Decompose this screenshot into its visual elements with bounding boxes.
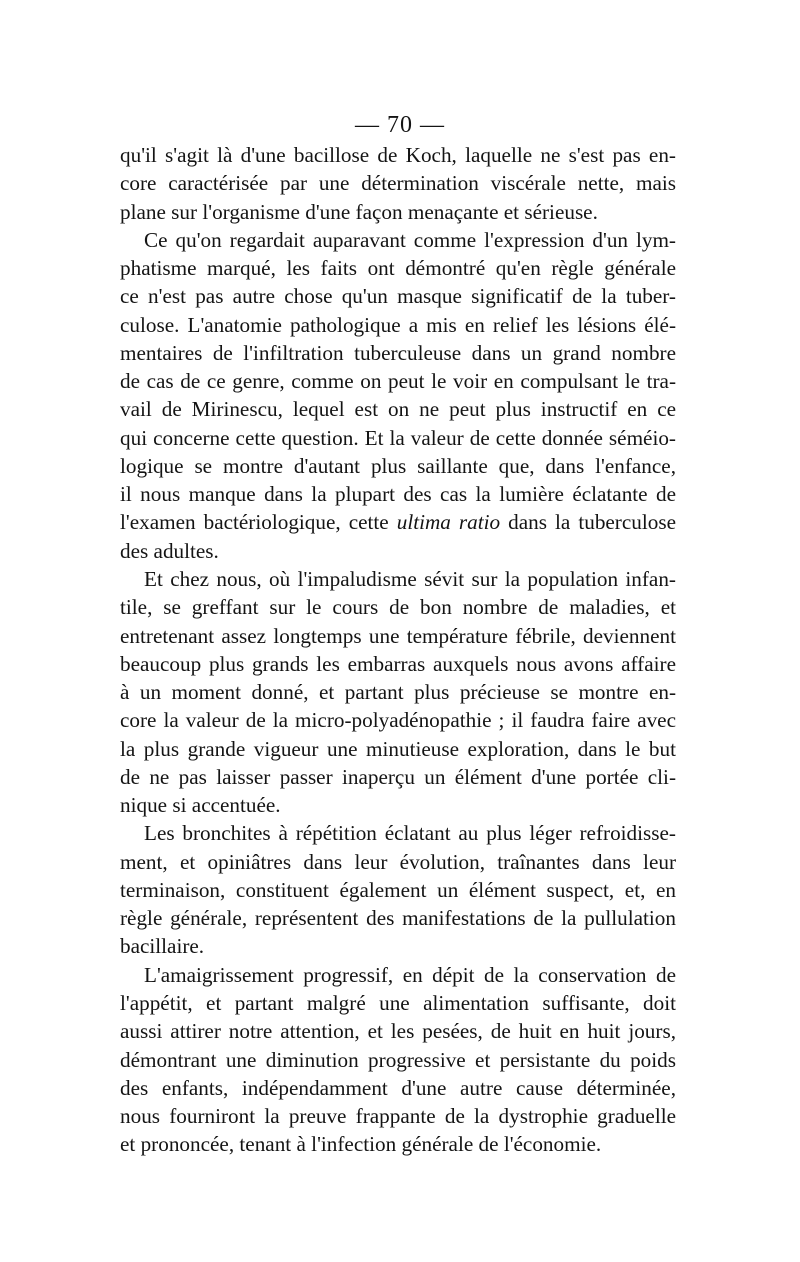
text-line: et prononcée, tenant à l'infection générale de l'économie. xyxy=(120,1132,602,1157)
page-number: — 70 — xyxy=(355,112,445,138)
body-text xyxy=(120,141,676,1159)
text-line: règle générale, représentent des manifestations de la pullulation xyxy=(120,906,676,931)
text-line: tile, se greffant sur le cours de bon nombre de maladies, et xyxy=(120,595,676,620)
text-line: core la valeur de la micro-polyadénopathie ; il faudra faire avec xyxy=(120,708,676,733)
text-line: démontrant une diminution progressive et persistante du poids xyxy=(120,1047,676,1072)
text-line: Et chez nous, où l'impaludisme sévit sur la population infan- xyxy=(144,566,676,591)
text-line: vail de Mirinescu, lequel est on ne peut plus instructif en ce xyxy=(120,397,676,422)
text-line: à un moment donné, et partant plus précieuse se montre en- xyxy=(120,680,676,705)
text-line: de ne pas laisser passer inaperçu un élément d'une portée cli- xyxy=(120,764,676,789)
text-line: core caractérisée par une détermination viscérale nette, mais xyxy=(120,171,676,196)
text-line: la plus grande vigueur une minutieuse exploration, dans le but xyxy=(120,736,676,761)
text-line: l'appétit, et partant malgré une alimentation suffisante, doit xyxy=(120,990,676,1015)
paragraph xyxy=(120,819,676,960)
text-line: logique se montre d'autant plus saillante que, dans l'enfance, xyxy=(120,453,676,478)
text-line: Les bronchites à répétition éclatant au plus léger refroidisse- xyxy=(144,821,676,846)
text-line: beaucoup plus grands les embarras auxquels nous avons affaire xyxy=(120,651,676,676)
text-line: qu'il s'agit là d'une bacillose de Koch, laquelle ne s'est pas en- xyxy=(120,143,676,167)
italic-phrase: ultima ratio xyxy=(396,510,501,535)
text-line: Ce qu'on regardait auparavant comme l'expression d'un lym- xyxy=(144,227,676,252)
text-line: phatisme marqué, les faits ont démontré qu'en règle générale xyxy=(120,256,676,281)
text-line: il nous manque dans la plupart des cas la lumière éclatante de xyxy=(120,482,676,507)
text-line: terminaison, constituent également un élément suspect, et, en xyxy=(120,877,676,902)
text-line: nique si accentuée. xyxy=(120,793,281,818)
text-line: entretenant assez longtemps une température fébrile, deviennent xyxy=(120,623,676,648)
text-line: nous fourniront la preuve frappante de la dystrophie graduelle xyxy=(120,1104,676,1129)
text-line: L'amaigrissement progressif, en dépit de la conservation de xyxy=(144,962,676,987)
text-line: plane sur l'organisme d'une façon menaçante et sérieuse. xyxy=(120,199,598,224)
paragraph xyxy=(120,961,676,1159)
text-line: des adultes. xyxy=(120,538,219,563)
paragraph xyxy=(120,565,676,819)
paragraph xyxy=(120,141,676,226)
paragraph xyxy=(120,226,676,565)
text-line: aussi attirer notre attention, et les pesées, de huit en huit jours, xyxy=(120,1019,676,1044)
text-line: qui concerne cette question. Et la valeur de cette donnée séméio- xyxy=(120,425,676,450)
text-line: bacillaire. xyxy=(120,934,205,959)
text-line: ce n'est pas autre chose qu'un masque significatif de la tuber- xyxy=(120,284,676,309)
text-line: ment, et opiniâtres dans leur évolution, traînantes dans leur xyxy=(120,849,676,874)
text-line: culose. L'anatomie pathologique a mis en relief les lésions élé- xyxy=(120,312,676,337)
text-line: de cas de ce genre, comme on peut le voir en compulsant le tra- xyxy=(120,369,676,394)
text-line: des enfants, indépendamment d'une autre cause déterminée, xyxy=(120,1075,676,1100)
text-line: mentaires de l'infiltration tuberculeuse dans un grand nombre xyxy=(120,340,676,365)
text-line-italic-ratio: l'examen bactériologique, cette ultima ratio dans la tuberculose xyxy=(120,510,676,535)
